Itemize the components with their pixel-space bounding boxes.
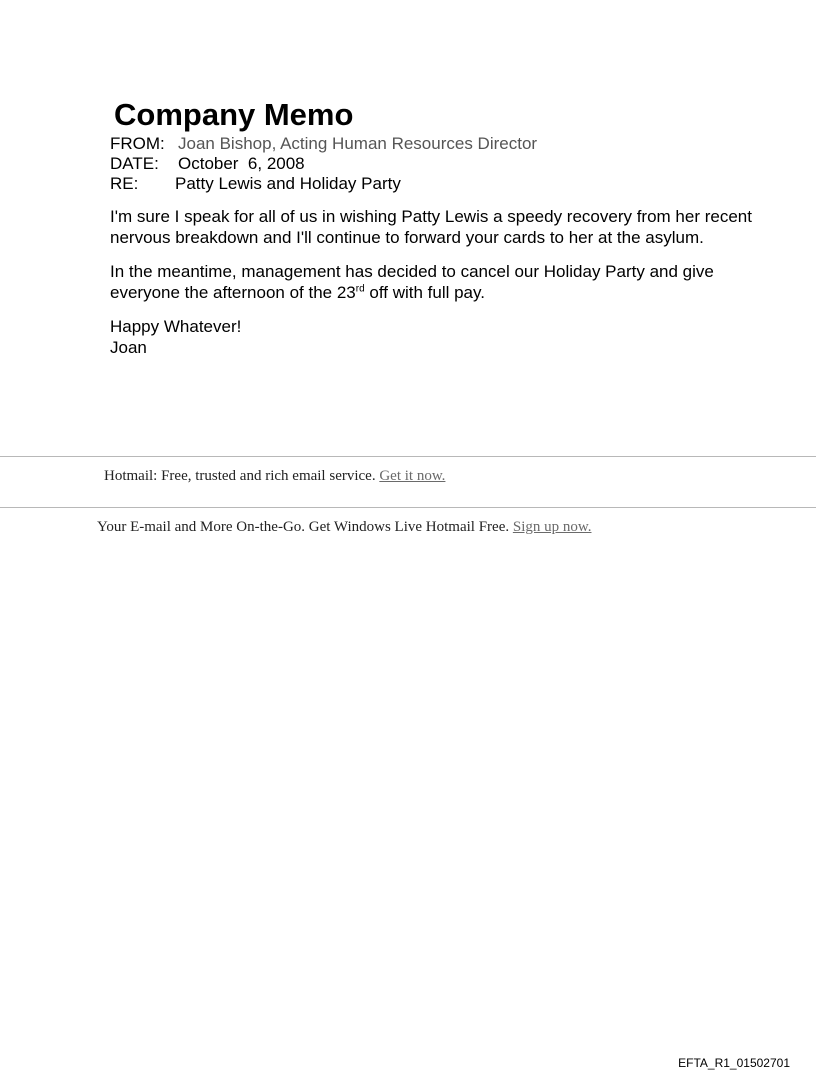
memo-paragraph-2 <box>110 261 770 303</box>
paragraph-2-text-end: off with full pay. <box>364 283 485 302</box>
ordinal-suffix: rd <box>355 283 365 295</box>
re-label: RE: <box>110 174 139 193</box>
memo-body <box>110 96 770 358</box>
signature: Joan <box>110 338 147 357</box>
memo-re-line <box>110 174 770 194</box>
get-it-now-link[interactable]: Get it now. <box>379 468 446 484</box>
footer-line-2-text: Your E-mail and More On-the-Go. Get Windows Live Hotmail Free. <box>97 519 510 535</box>
date-label: DATE: <box>110 154 159 173</box>
memo-from-line <box>110 134 770 154</box>
sign-up-now-link[interactable]: Sign up now. <box>512 519 592 535</box>
memo-date-line <box>110 154 770 174</box>
from-label: FROM: <box>110 134 165 153</box>
hotmail-footer-line-2 <box>97 518 591 536</box>
date-value: October 6, 2008 <box>178 154 305 173</box>
footer-divider-top <box>0 456 816 457</box>
memo-paragraph-1: I'm sure I speak for all of us in wishing Patty Lewis a speedy recovery from her recent nervous breakdown and I'll continue to forward your cards to her at the asylum. <box>110 207 752 247</box>
footer-divider-bottom <box>0 507 816 508</box>
from-value: Joan Bishop, Acting Human Resources Director <box>178 134 538 153</box>
memo-closing <box>110 316 770 358</box>
document-id: EFTA_R1_01502701 <box>678 1056 790 1070</box>
re-value: Patty Lewis and Holiday Party <box>175 174 401 193</box>
memo-title: Company Memo <box>114 97 354 132</box>
closing-line: Happy Whatever! <box>110 317 242 336</box>
footer-line-1-text: Hotmail: Free, trusted and rich email service. <box>104 468 376 484</box>
paragraph-2-text: In the meantime, management has decided to cancel our Holiday Party and give everyone the afternoon of the 23 <box>110 262 714 302</box>
hotmail-footer-line-1 <box>104 467 445 485</box>
